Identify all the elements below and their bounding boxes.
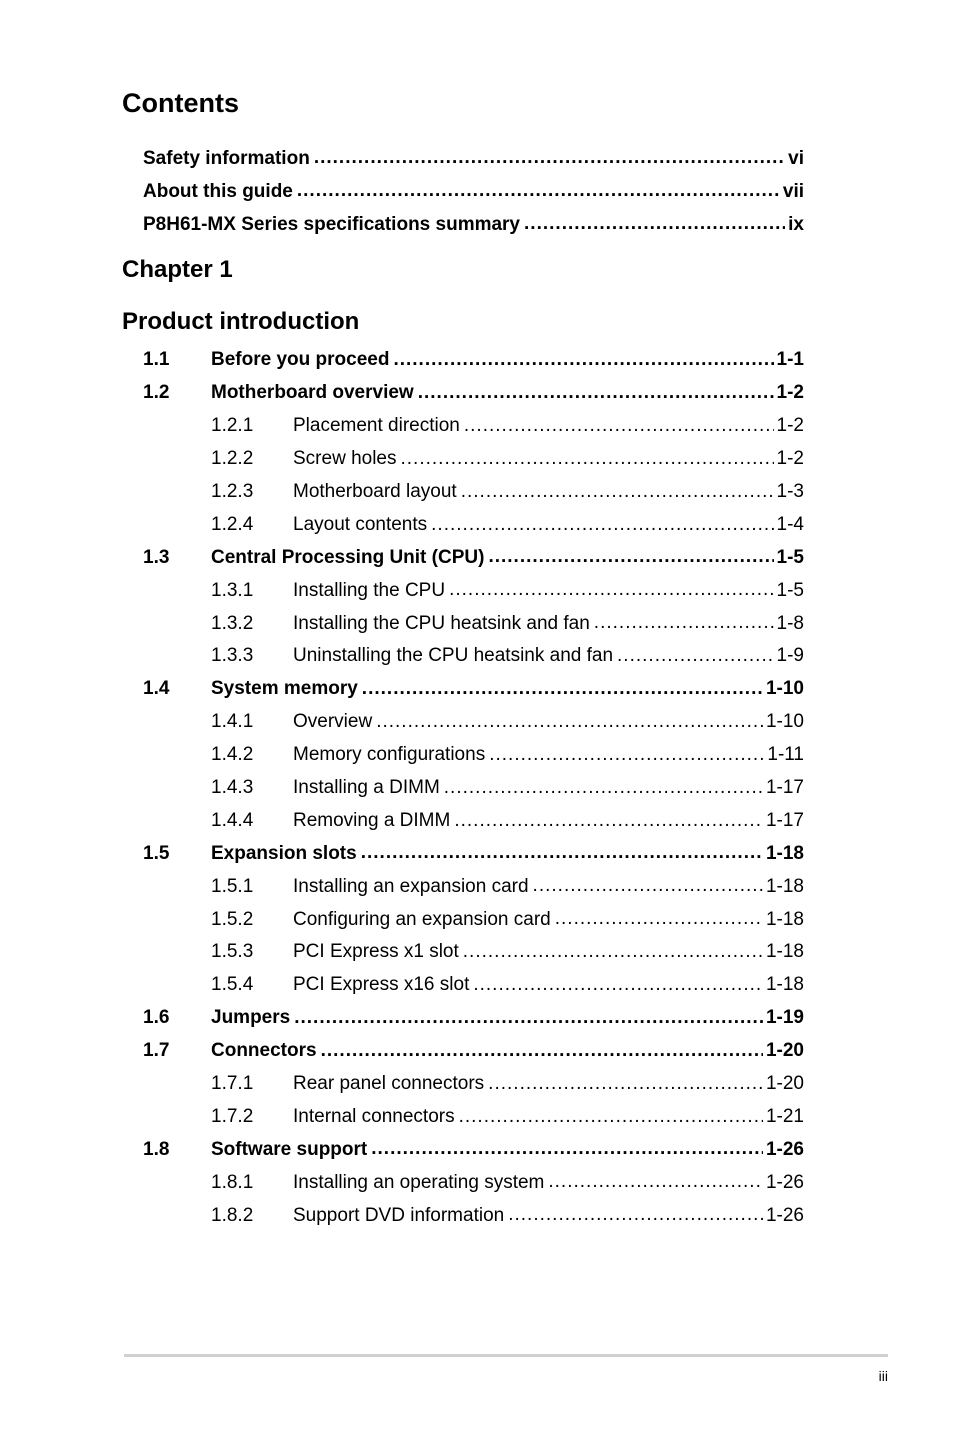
toc-subsection[interactable] (143, 508, 804, 541)
toc-entry-title: Installing the CPU (293, 579, 446, 601)
toc-subsection[interactable] (143, 640, 804, 673)
toc-entry-page: 1-4 (776, 513, 804, 535)
toc-entry-title: Overview (293, 711, 373, 733)
toc-subsection[interactable] (143, 1199, 804, 1232)
footer-rule (124, 1354, 888, 1357)
toc-entry-page: 1-5 (776, 546, 804, 568)
toc-entry-number: 1.5.2 (211, 908, 254, 930)
toc-subsection[interactable] (143, 969, 804, 1002)
toc-entry-title: System memory (211, 678, 358, 700)
toc-entry-page: 1-2 (776, 448, 804, 470)
toc-entry-number: 1.2.3 (211, 481, 254, 502)
dot-leader (393, 349, 773, 372)
toc-section[interactable] (143, 1035, 804, 1068)
dot-leader (524, 213, 785, 236)
toc-entry-page: 1-5 (776, 579, 804, 601)
dot-leader (371, 1138, 763, 1161)
toc-entry-number: 1.3.3 (211, 645, 254, 667)
toc-subsection[interactable] (143, 574, 804, 607)
dot-leader (449, 579, 773, 602)
toc-entry-title: Uninstalling the CPU heatsink and fan (293, 645, 614, 667)
toc-entry-title: P8H61-MX Series specifications summary (143, 213, 521, 235)
toc-entry-page: 1-19 (765, 1007, 804, 1029)
toc-section[interactable] (143, 344, 804, 377)
dot-leader (321, 1040, 763, 1063)
toc-entry-title: Jumpers (211, 1007, 291, 1029)
toc-entry-title: Screw holes (293, 448, 397, 470)
dot-leader (489, 744, 764, 767)
toc-entry-number: 1.4.3 (211, 777, 254, 799)
toc-subsection[interactable] (143, 607, 804, 640)
toc-subsection[interactable] (143, 1166, 804, 1199)
toc-entry-title: Removing a DIMM (293, 809, 451, 831)
toc-entry-number: 1.5 (143, 842, 170, 864)
toc-entry-page: 1-18 (765, 842, 804, 864)
toc-entry-title: PCI Express x16 slot (293, 974, 470, 996)
toc-entry-page: 1-20 (765, 1040, 804, 1062)
dot-leader (555, 908, 763, 931)
toc-entry-number: 1.8 (143, 1138, 170, 1160)
toc-entry-number: 1.7 (143, 1040, 170, 1062)
toc-subsection[interactable] (143, 903, 804, 936)
toc-section[interactable] (143, 541, 804, 574)
toc-entry-title: Installing an operating system (293, 1171, 545, 1193)
toc-entry-page: 1-10 (765, 711, 804, 733)
dot-leader (431, 514, 773, 537)
page-number: iii (878, 1368, 888, 1384)
toc-subsection[interactable] (143, 1068, 804, 1101)
dot-leader (294, 1007, 763, 1030)
toc-entry-title: Installing the CPU heatsink and fan (293, 612, 590, 634)
dot-leader (488, 546, 773, 569)
dot-leader (454, 810, 763, 833)
toc-list (143, 344, 804, 1232)
toc-entry-page: ix (788, 213, 804, 235)
chapter-title: Product introduction (122, 308, 360, 335)
toc-entry-title: Memory configurations (293, 744, 486, 766)
toc-entry-page: 1-2 (776, 382, 804, 404)
toc-section[interactable] (143, 837, 804, 870)
dot-leader (617, 645, 774, 668)
toc-entry-page: 1-10 (765, 678, 804, 700)
toc-entry-page: vii (782, 180, 804, 202)
dot-leader (376, 711, 763, 734)
dot-leader (418, 382, 774, 405)
toc-entry-number: 1.1 (143, 349, 170, 371)
toc-entry-page: 1-2 (776, 415, 804, 437)
page-title: Contents (122, 88, 239, 118)
toc-entry-title: Motherboard layout (293, 481, 457, 502)
front-matter-list (143, 142, 804, 241)
toc-entry-title: Layout contents (293, 513, 428, 535)
toc-section[interactable] (143, 1133, 804, 1166)
toc-entry-number: 1.8.2 (211, 1204, 254, 1226)
toc-entry-number: 1.4.2 (211, 744, 254, 766)
toc-entry-number: 1.8.1 (211, 1171, 254, 1193)
toc-entry-title: Central Processing Unit (CPU) (211, 546, 485, 568)
toc-entry[interactable] (143, 142, 804, 175)
toc-entry-page: 1-11 (767, 744, 804, 766)
toc-entry-page: 1-8 (776, 612, 804, 634)
toc-entry-number: 1.7.2 (211, 1105, 254, 1127)
dot-leader (297, 180, 780, 203)
dot-leader (444, 777, 763, 800)
toc-subsection[interactable] (143, 1100, 804, 1133)
toc-entry-title: Configuring an expansion card (293, 908, 551, 930)
toc-entry-page: 1-9 (776, 645, 804, 667)
toc-entry-number: 1.5.4 (211, 974, 254, 996)
toc-entry-page: 1-18 (765, 875, 804, 897)
toc-entry-number: 1.4.4 (211, 809, 254, 831)
dot-leader (459, 1106, 763, 1129)
toc-subsection[interactable] (143, 870, 804, 903)
toc-entry-number: 1.5.3 (211, 941, 254, 963)
toc-entry-title: Expansion slots (211, 842, 357, 864)
toc-entry-number: 1.3.2 (211, 612, 254, 634)
toc-entry-number: 1.2 (143, 382, 170, 404)
toc-entry-title: Before you proceed (211, 349, 390, 371)
dot-leader (473, 974, 763, 997)
dot-leader (464, 415, 774, 438)
dot-leader (533, 875, 763, 898)
toc-entry-title: Internal connectors (293, 1105, 455, 1127)
toc-entry-title: About this guide (143, 180, 293, 202)
toc-entry-title: Safety information (143, 147, 310, 169)
toc-entry-page: vi (788, 147, 804, 169)
toc-entry-title: Motherboard overview (211, 382, 414, 404)
toc-entry-number: 1.2.4 (211, 513, 254, 535)
toc-entry-number: 1.4.1 (211, 711, 254, 733)
dot-leader (463, 941, 763, 964)
toc-entry[interactable] (143, 175, 804, 208)
toc-entry-number: 1.6 (143, 1007, 170, 1029)
chapter-label: Chapter 1 (122, 256, 233, 283)
toc-entry-title: Installing a DIMM (293, 777, 440, 799)
toc-entry-page: 1-26 (765, 1204, 804, 1226)
toc-entry[interactable] (143, 208, 804, 241)
toc-entry-number: 1.3.1 (211, 579, 254, 601)
toc-entry-page: 1-26 (765, 1171, 804, 1193)
toc-section[interactable] (143, 377, 804, 410)
toc-entry-title: PCI Express x1 slot (293, 941, 459, 963)
toc-entry-page: 1-17 (765, 809, 804, 831)
dot-leader (508, 1204, 763, 1227)
toc-subsection[interactable] (143, 410, 804, 443)
toc-entry-page: 1-1 (776, 349, 804, 371)
dot-leader (461, 481, 774, 504)
toc-entry-title: Software support (211, 1138, 368, 1160)
dot-leader (488, 1073, 763, 1096)
toc-entry-page: 1-18 (765, 908, 804, 930)
toc-entry-number: 1.7.1 (211, 1073, 254, 1095)
toc-entry-page: 1-21 (765, 1105, 804, 1127)
toc-subsection[interactable] (143, 443, 804, 476)
dot-leader (401, 448, 774, 471)
toc-entry-title: Rear panel connectors (293, 1073, 485, 1095)
toc-subsection[interactable] (143, 804, 804, 837)
toc-subsection[interactable] (143, 706, 804, 739)
toc-entry-number: 1.2.1 (211, 415, 254, 437)
toc-entry-title: Support DVD information (293, 1204, 505, 1226)
dot-leader (362, 678, 763, 701)
toc-subsection[interactable] (143, 739, 804, 772)
dot-leader (314, 147, 785, 170)
toc-section[interactable] (143, 673, 804, 706)
toc-section[interactable] (143, 1002, 804, 1035)
toc-subsection[interactable] (143, 936, 804, 969)
toc-subsection[interactable] (143, 772, 804, 805)
toc-entry-page: 1-18 (765, 974, 804, 996)
toc-entry-title: Connectors (211, 1040, 317, 1062)
dot-leader (361, 842, 763, 865)
toc-entry-number: 1.5.1 (211, 875, 254, 897)
toc-entry-page: 1-3 (776, 481, 804, 502)
toc-subsection[interactable] (143, 476, 804, 509)
dot-leader (594, 612, 774, 635)
toc-entry-page: 1-17 (765, 777, 804, 799)
toc-entry-page: 1-26 (765, 1138, 804, 1160)
toc-entry-page: 1-20 (765, 1073, 804, 1095)
toc-entry-number: 1.3 (143, 546, 170, 568)
dot-leader (548, 1171, 763, 1194)
toc-entry-number: 1.2.2 (211, 448, 254, 470)
toc-entry-page: 1-18 (765, 941, 804, 963)
toc-entry-title: Installing an expansion card (293, 875, 529, 897)
toc-entry-number: 1.4 (143, 678, 170, 700)
toc-entry-title: Placement direction (293, 415, 460, 437)
